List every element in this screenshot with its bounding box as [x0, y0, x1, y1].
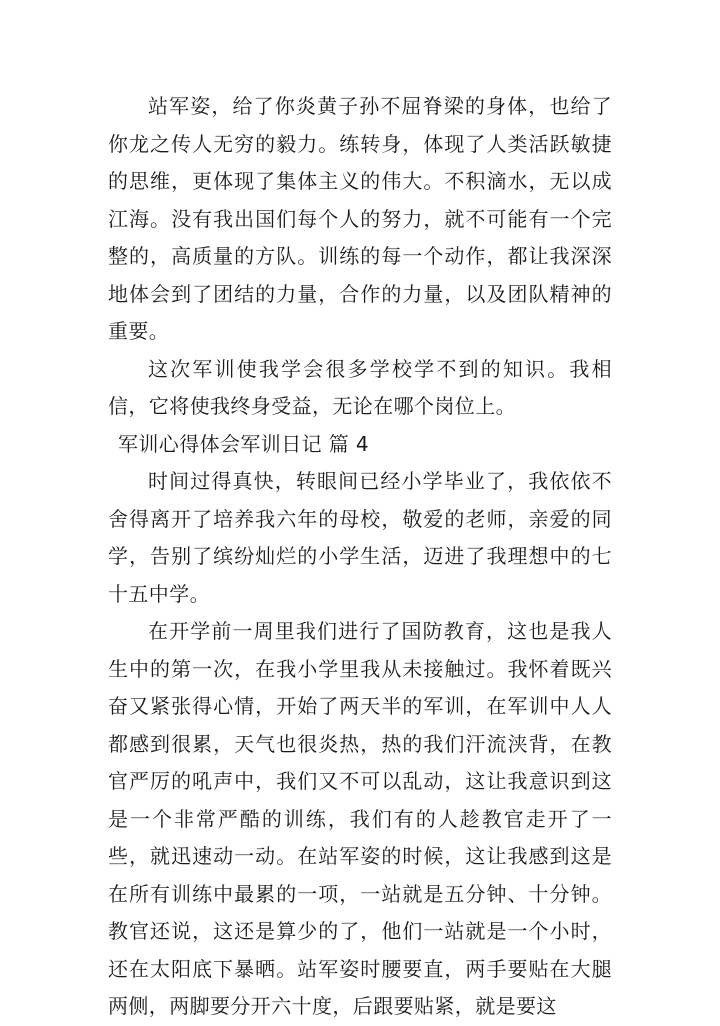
document-page [108, 88, 612, 1026]
section-heading: 军训心得体会军训日记 篇 4 [118, 431, 370, 456]
paragraph-knowledge: 这次军训使我学会很多学校学不到的知识。我相信，它将使我终身受益，无论在哪个岗位上。 [108, 356, 612, 418]
paragraph-military-posture: 站军姿，给了你炎黄子孙不屈脊梁的身体，也给了你龙之传人无穷的毅力。练转身，体现了人类活跃敏捷的思维，更体现了集体主义的伟大。不积滴水，无以成江海。没有我出国们每个人的努力，就不可能有一个完整的，高质量的方队。训练的每一个动作，都让我深深地体会到了团结的力量，合作的力量，以及团队精神的重要。 [108, 94, 612, 343]
paragraph-graduation: 时间过得真快，转眼间已经小学毕业了，我依依不舍得离开了培养我六年的母校，敬爱的老师，亲爱的同学，告别了缤纷灿烂的小学生活，迈进了我理想中的七十五中学。 [108, 469, 612, 606]
paragraph-national-defense: 在开学前一周里我们进行了国防教育，这也是我人生中的第一次，在我小学里我从未接触过。我怀着既兴奋又紧张得心情，开始了两天半的军训，在军训中人人都感到很累，天气也很炎热，热的我们汗流浃背，在教官严厉的吼声中，我们又不可以乱动，这让我意识到这是一个非常严酷的训练，我们有的人趁教官走开了一些，就迅速动一动。在站军姿的时候，这让我感到这是在所有训练中最累的一项，一站就是五分钟、十分钟。教官还说，这还是算少的了，他们一站就是一个小时，还在太阳底下暴晒。站军姿时腰要直，两手要贴在大腿两侧，两脚要分开六十度，后跟要贴紧，就是要这 [108, 619, 612, 1018]
